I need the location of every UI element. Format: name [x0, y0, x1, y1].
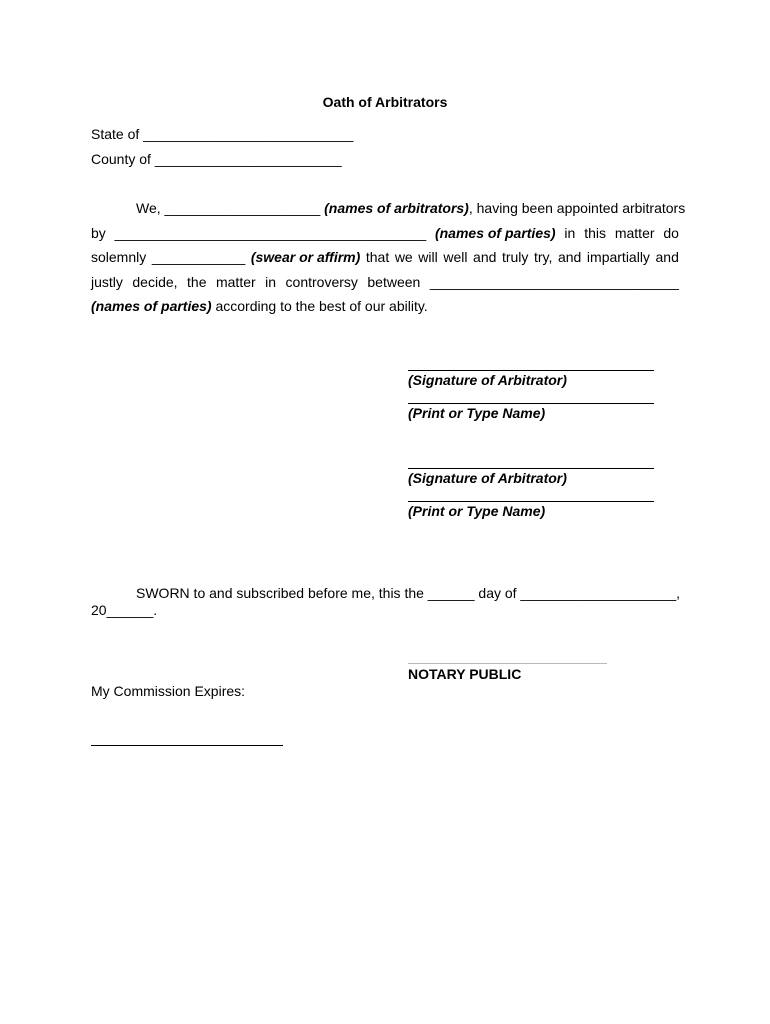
para-word: matter [215, 274, 256, 290]
para-word: between [367, 274, 421, 290]
signature-line [408, 370, 654, 371]
oath-paragraph-line-3 [91, 249, 679, 265]
para-word: decide, [132, 274, 178, 290]
signature-label: (Signature of Arbitrator) [408, 470, 567, 486]
para-blank: ____________ [151, 249, 246, 265]
para-word: impartially [586, 249, 650, 265]
document-title: Oath of Arbitrators [322, 94, 448, 110]
para-word: truly [501, 249, 529, 265]
para-word: in [564, 225, 576, 241]
para-word: justly [91, 274, 123, 290]
oath-paragraph-line-5 [91, 298, 428, 314]
para-word: try, [534, 249, 553, 265]
oath-paragraph-line-4 [91, 274, 679, 290]
signature-line [408, 468, 654, 469]
para-text: according to the best of our ability. [211, 298, 428, 314]
para-word: will [418, 249, 438, 265]
para-word: solemnly [91, 249, 147, 265]
oath-paragraph-line-2 [91, 225, 679, 241]
sworn-statement-line-2: 20______. [91, 602, 158, 618]
name-line [408, 501, 654, 502]
para-text: We, ____________________ [136, 200, 325, 216]
para-word: and [557, 249, 582, 265]
signature-label: (Signature of Arbitrator) [408, 372, 567, 388]
oath-paragraph-line-1 [136, 200, 685, 216]
para-text: , having been appointed arbitrators [468, 200, 686, 216]
para-word: the [187, 274, 207, 290]
name-line [408, 403, 654, 404]
para-placeholder-swear: (swear or affirm) [250, 249, 361, 265]
para-word: in [265, 274, 277, 290]
para-word: controversy [285, 274, 358, 290]
notary-signature-line [408, 663, 607, 664]
para-placeholder-arbitrators: (names of arbitrators) [324, 200, 469, 216]
para-word: do [663, 225, 679, 241]
print-name-label: (Print or Type Name) [408, 503, 546, 519]
para-word: matter [614, 225, 655, 241]
para-word: that [365, 249, 390, 265]
para-word: and [473, 249, 497, 265]
para-word: we [394, 249, 413, 265]
para-word: by [91, 225, 106, 241]
para-word: and [655, 249, 679, 265]
print-name-label: (Print or Type Name) [408, 405, 546, 421]
para-placeholder-parties: (names of parties) [434, 225, 556, 241]
para-word: this [584, 225, 606, 241]
para-blank: ________________________________________ [114, 225, 427, 241]
sworn-statement-line-1: SWORN to and subscribed before me, this the ______ day of ____________________, [136, 585, 681, 601]
para-placeholder-parties: (names of parties) [91, 298, 212, 314]
county-line: County of ________________________ [91, 151, 342, 167]
commission-expires-label: My Commission Expires: [91, 683, 246, 699]
para-blank: ________________________________ [429, 274, 679, 290]
commission-date-line [91, 745, 283, 746]
para-word: well [443, 249, 468, 265]
state-line: State of ___________________________ [91, 126, 354, 142]
notary-public-label: NOTARY PUBLIC [408, 666, 522, 682]
